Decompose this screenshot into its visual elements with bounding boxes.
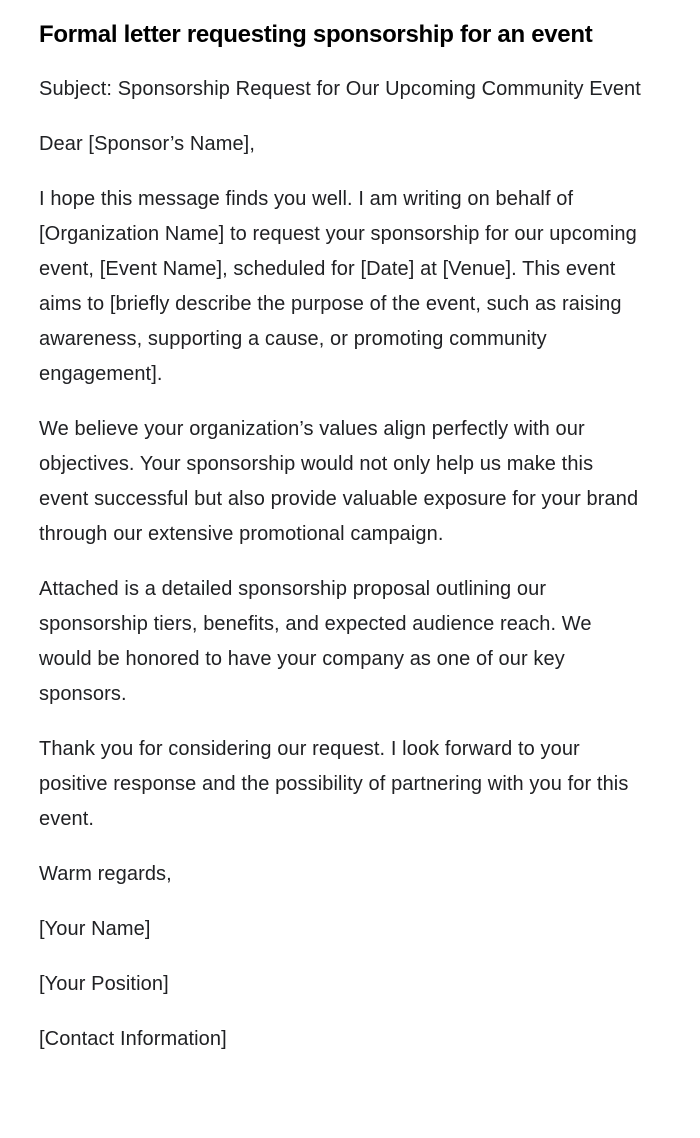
- signature-position: [Your Position]: [39, 973, 169, 995]
- body-paragraph-intro: I hope this message finds you well. I am writing on behalf of [Organization Name] to request your sponsorship for our upcoming event, [Event Name], scheduled for [Date] at [Venue]. This event aims to [briefly describe the purpose of the event, such as raising awareness, supporting a cause, or promoting community engagement].: [39, 188, 637, 385]
- body-paragraph-proposal: Attached is a detailed sponsorship proposal outlining our sponsorship tiers, benefits, and expected audience reach. We would be honored to have your company as one of our key sponsors.: [39, 578, 592, 705]
- body-paragraph-values: We believe your organization’s values align perfectly with our objectives. Your sponsorship would not only help us make this event successful but also provide valuable exposure for your brand through our extensive promotional campaign.: [39, 418, 639, 545]
- signature-name: [Your Name]: [39, 918, 151, 940]
- page-title: Formal letter requesting sponsorship for an event: [39, 21, 593, 48]
- subject-line: Subject: Sponsorship Request for Our Upcoming Community Event: [39, 78, 641, 100]
- closing: Warm regards,: [39, 863, 172, 885]
- salutation: Dear [Sponsor’s Name],: [39, 133, 255, 155]
- signature-contact: [Contact Information]: [39, 1028, 227, 1050]
- body-paragraph-thanks: Thank you for considering our request. I look forward to your positive response and the possibility of partnering with you for this event.: [39, 738, 629, 830]
